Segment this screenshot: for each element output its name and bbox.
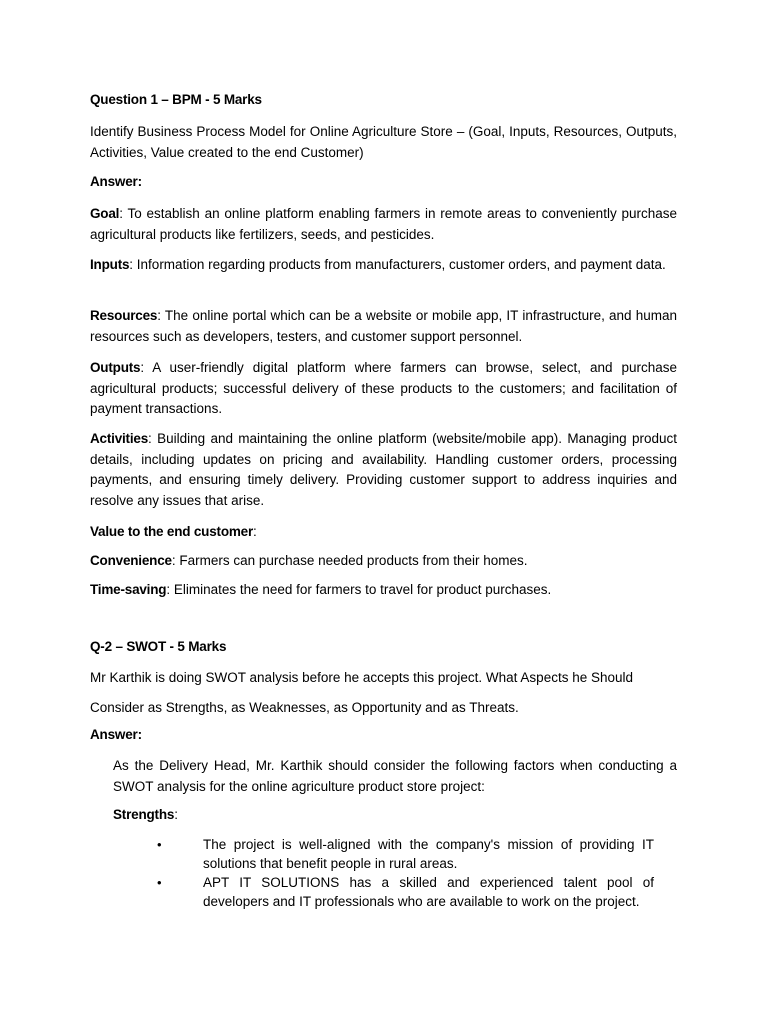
value-text: : [253,524,257,539]
time-saving-label: Time-saving [90,582,167,597]
list-item [157,873,654,911]
strengths-colon: : [174,807,178,822]
activities-text: : Building and maintaining the online platform (website/mobile app). Managing product details, including updates on pricing and availability. Handling customer orders, processing payments, and ensuring timely delivery. Providing customer support to address inquiries and resolve any issues that arise. [90,431,677,508]
swot-intro: As the Delivery Head, Mr. Karthik should consider the following factors when conducting a SWOT analysis for the online agriculture product store project: [113,758,677,794]
value-label: Value to the end customer [90,524,254,539]
q1-prompt: Identify Business Process Model for Online Agriculture Store – (Goal, Inputs, Resources, Outputs, Activities, Value created to the end Customer) [90,124,677,160]
resources-text: : The online portal which can be a website or mobile app, IT infrastructure, and human resources such as developers, testers, and customer support personnel. [90,308,677,344]
convenience-text: : Farmers can purchase needed products from their homes. [171,553,528,568]
value-paragraph [90,522,677,543]
bullet-icon: • [157,875,162,890]
bullet-icon: • [157,837,162,852]
resources-paragraph [90,306,677,347]
convenience-paragraph [90,551,677,572]
q2-title: Q-2 – SWOT - 5 Marks [90,639,227,654]
strengths-heading [113,805,677,826]
activities-paragraph [90,429,677,511]
strengths-label: Strengths [113,807,175,822]
strengths-list [157,835,654,911]
inputs-text: : Information regarding products from manufacturers, customer orders, and payment data. [129,257,666,272]
list-item [157,835,654,873]
goal-paragraph [90,204,677,245]
outputs-text: : A user-friendly digital platform where farmers can browse, select, and purchase agricultural products; successful delivery of these products to the customers; and facilitation of payment transactions. [90,360,677,416]
outputs-label: Outputs [90,360,141,375]
goal-label: Goal [90,206,120,221]
resources-label: Resources [90,308,158,323]
strength-item-2: APT IT SOLUTIONS has a skilled and experienced talent pool of developers and IT professionals who are available to work on the project. [203,875,654,909]
outputs-paragraph [90,358,677,420]
q1-title: Question 1 – BPM - 5 Marks [90,92,262,107]
inputs-label: Inputs [90,257,130,272]
time-saving-text: : Eliminates the need for farmers to travel for product purchases. [166,582,552,597]
activities-label: Activities [90,431,149,446]
convenience-label: Convenience [90,553,172,568]
goal-text: : To establish an online platform enabling farmers in remote areas to conveniently purchase agricultural products like fertilizers, seeds, and pesticides. [90,206,677,242]
q1-answer-label: Answer: [90,174,142,189]
q2-prompt-line1: Mr Karthik is doing SWOT analysis before he accepts this project. What Aspects he Should [90,670,634,685]
strength-item-1: The project is well-aligned with the company's mission of providing IT solutions that benefit people in rural areas. [203,837,654,871]
time-saving-paragraph [90,580,677,601]
inputs-paragraph [90,255,677,276]
q2-prompt-line2: Consider as Strengths, as Weaknesses, as Opportunity and as Threats. [90,700,519,715]
q2-answer-label: Answer: [90,727,142,742]
